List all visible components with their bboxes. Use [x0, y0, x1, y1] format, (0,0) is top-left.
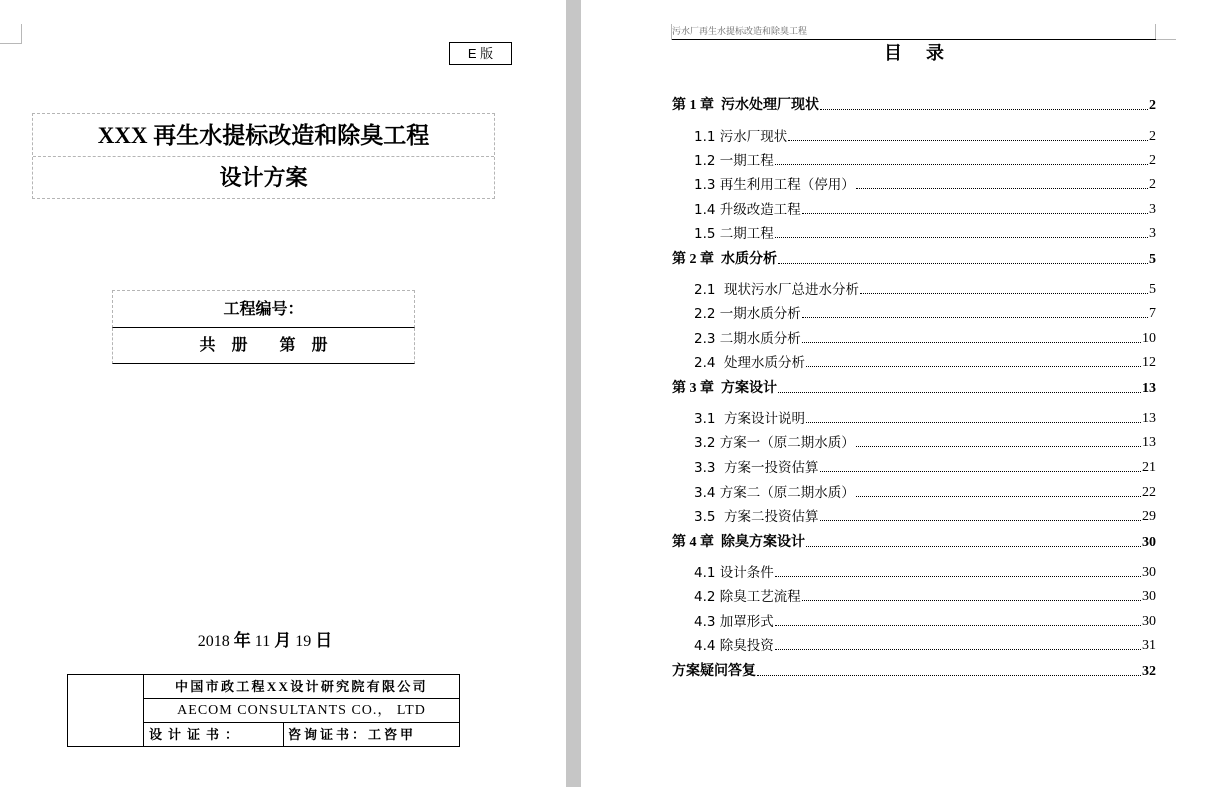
date-year-unit: 年	[233, 631, 251, 650]
toc-dot-leader	[788, 140, 1148, 141]
toc-entry-text: 3.2 方案一（原二期水质）	[694, 435, 855, 451]
toc-section-entry[interactable]	[694, 433, 1156, 451]
toc-page-number: 29	[1142, 509, 1156, 524]
toc-section-entry[interactable]	[694, 409, 1156, 427]
date-month-unit: 月	[274, 631, 292, 650]
toc-page-number: 13	[1142, 435, 1156, 450]
company-table	[67, 674, 460, 747]
company-name-cn: 中国市政工程XX设计研究院有限公司	[144, 675, 459, 699]
toc-section-entry[interactable]	[694, 175, 1156, 193]
page-gutter	[566, 0, 581, 787]
toc-entry-text: 4.3 加罩形式	[694, 614, 774, 630]
toc-page-number: 30	[1142, 535, 1156, 550]
header-rule	[672, 39, 1156, 40]
toc-entry-text: 1.2 一期工程	[694, 153, 774, 169]
toc-chapter-entry[interactable]	[672, 662, 1156, 680]
toc-dot-leader	[775, 164, 1148, 165]
toc-chapter-entry[interactable]	[672, 96, 1156, 114]
toc-entry-text: 4.2 除臭工艺流程	[694, 589, 801, 605]
crop-mark	[21, 24, 22, 44]
toc-dot-leader	[860, 293, 1148, 294]
toc-section-entry[interactable]	[694, 612, 1156, 630]
toc-section-entry[interactable]	[694, 587, 1156, 605]
cover-page	[0, 0, 566, 787]
toc-section-entry[interactable]	[694, 127, 1156, 145]
toc-dot-leader	[802, 600, 1141, 601]
toc-page-number: 10	[1142, 331, 1156, 346]
toc-entry-text: 1.5 二期工程	[694, 226, 774, 242]
toc-page-number: 31	[1142, 638, 1156, 653]
toc-dot-leader	[856, 496, 1141, 497]
toc-section-entry[interactable]	[694, 304, 1156, 322]
project-number-label: 工程编号：	[112, 290, 415, 328]
toc-page-number: 21	[1142, 460, 1156, 475]
toc-dot-leader	[820, 109, 1148, 110]
toc-page-number: 7	[1149, 306, 1156, 321]
date-year: 2018	[197, 633, 230, 650]
toc-entry-text: 2.4 处理水质分析	[694, 355, 806, 371]
logo-cell	[68, 675, 144, 746]
toc-page-number: 2	[1149, 177, 1156, 192]
date-day: 19	[295, 633, 312, 650]
design-certificate: 设计证书：	[144, 723, 284, 746]
toc-chapter-entry[interactable]	[672, 533, 1156, 551]
toc-page-number: 3	[1149, 226, 1156, 241]
toc-entry-text: 3.3 方案一投资估算	[694, 460, 819, 476]
toc-section-entry[interactable]	[694, 329, 1156, 347]
toc-entry-text: 1.4 升级改造工程	[694, 202, 801, 218]
toc-section-entry[interactable]	[694, 151, 1156, 169]
toc-dot-leader	[775, 237, 1148, 238]
toc-entry-text: 第 4 章 除臭方案设计	[672, 535, 805, 550]
version-label: E 版	[449, 42, 512, 65]
title-block	[32, 113, 495, 199]
crop-mark	[1155, 24, 1156, 40]
toc-page-number: 22	[1142, 485, 1156, 500]
toc-title: 目录	[884, 43, 968, 63]
toc-dot-leader	[820, 471, 1141, 472]
toc-chapter-entry[interactable]	[672, 379, 1156, 397]
toc-dot-leader	[856, 188, 1148, 189]
toc-entry-text: 2.1 现状污水厂总进水分析	[694, 282, 860, 298]
toc-entry-text: 4.4 除臭投资	[694, 638, 774, 654]
toc-dot-leader	[806, 546, 1141, 547]
running-header: 污水厂再生水提标改造和除臭工程	[672, 26, 808, 36]
project-info-block	[112, 290, 415, 364]
toc-section-entry[interactable]	[694, 507, 1156, 525]
toc-page-number: 30	[1142, 565, 1156, 580]
toc-page-number: 2	[1149, 153, 1156, 168]
toc-entry-text: 第 3 章 方案设计	[672, 381, 777, 396]
toc-section-entry[interactable]	[694, 563, 1156, 581]
toc-page-number: 5	[1149, 252, 1156, 267]
toc-page-number: 2	[1149, 129, 1156, 144]
toc-page-number: 32	[1142, 664, 1156, 679]
toc-entry-text: 3.1 方案设计说明	[694, 411, 806, 427]
volume-label: 共 册 第 册	[112, 328, 415, 364]
toc-entry-text: 第 1 章 污水处理厂现状	[672, 98, 819, 113]
issue-date	[150, 630, 380, 653]
crop-mark	[1156, 39, 1176, 40]
toc-entry-text: 3.5 方案二投资估算	[694, 509, 819, 525]
toc-page-number: 5	[1149, 282, 1156, 297]
toc-dot-leader	[778, 392, 1141, 393]
toc-entry-text: 第 2 章 水质分析	[672, 252, 777, 267]
toc-entry-text: 2.3 二期水质分析	[694, 331, 801, 347]
toc-chapter-entry[interactable]	[672, 250, 1156, 268]
toc-dot-leader	[802, 317, 1148, 318]
certificate-row	[144, 723, 459, 746]
document-subtitle: 设计方案	[219, 165, 308, 190]
toc-page-number: 30	[1142, 589, 1156, 604]
toc-dot-leader	[802, 213, 1148, 214]
toc-entry-text: 1.1 污水厂现状	[694, 129, 788, 145]
toc-section-entry[interactable]	[694, 280, 1156, 298]
toc-section-entry[interactable]	[694, 636, 1156, 654]
document-title: XXX 再生水提标改造和除臭工程	[33, 114, 494, 157]
toc-dot-leader	[778, 263, 1148, 264]
toc-page-number: 12	[1142, 355, 1156, 370]
toc-dot-leader	[806, 422, 1141, 423]
toc-page-number: 13	[1142, 381, 1156, 396]
toc-page-number: 3	[1149, 202, 1156, 217]
toc-section-entry[interactable]	[694, 458, 1156, 476]
toc-entry-text: 3.4 方案二（原二期水质）	[694, 485, 855, 501]
toc-dot-leader	[775, 625, 1141, 626]
toc-dot-leader	[802, 342, 1141, 343]
toc-entry-text: 2.2 一期水质分析	[694, 306, 801, 322]
toc-dot-leader	[775, 576, 1141, 577]
toc-entry-text: 4.1 设计条件	[694, 565, 774, 581]
toc-dot-leader	[820, 520, 1141, 521]
toc-page-number: 30	[1142, 614, 1156, 629]
date-month: 11	[254, 633, 271, 650]
toc-entry-text: 方案疑问答复	[672, 664, 756, 679]
crop-mark	[0, 24, 22, 44]
toc-dot-leader	[856, 446, 1141, 447]
toc-dot-leader	[775, 649, 1141, 650]
toc-section-entry[interactable]	[694, 353, 1156, 371]
company-name-en: AECOM CONSULTANTS CO.， LTD	[144, 699, 459, 723]
toc-page-number: 2	[1149, 98, 1156, 113]
toc-section-entry[interactable]	[694, 200, 1156, 218]
toc-section-entry[interactable]	[694, 483, 1156, 501]
consulting-certificate: 咨询证书：工咨甲	[288, 727, 417, 742]
toc-section-entry[interactable]	[694, 224, 1156, 242]
toc-dot-leader	[757, 675, 1141, 676]
toc-entry-text: 1.3 再生利用工程（停用）	[694, 177, 855, 193]
date-day-unit: 日	[315, 631, 333, 650]
toc-dot-leader	[806, 366, 1141, 367]
toc-page-number: 13	[1142, 411, 1156, 426]
